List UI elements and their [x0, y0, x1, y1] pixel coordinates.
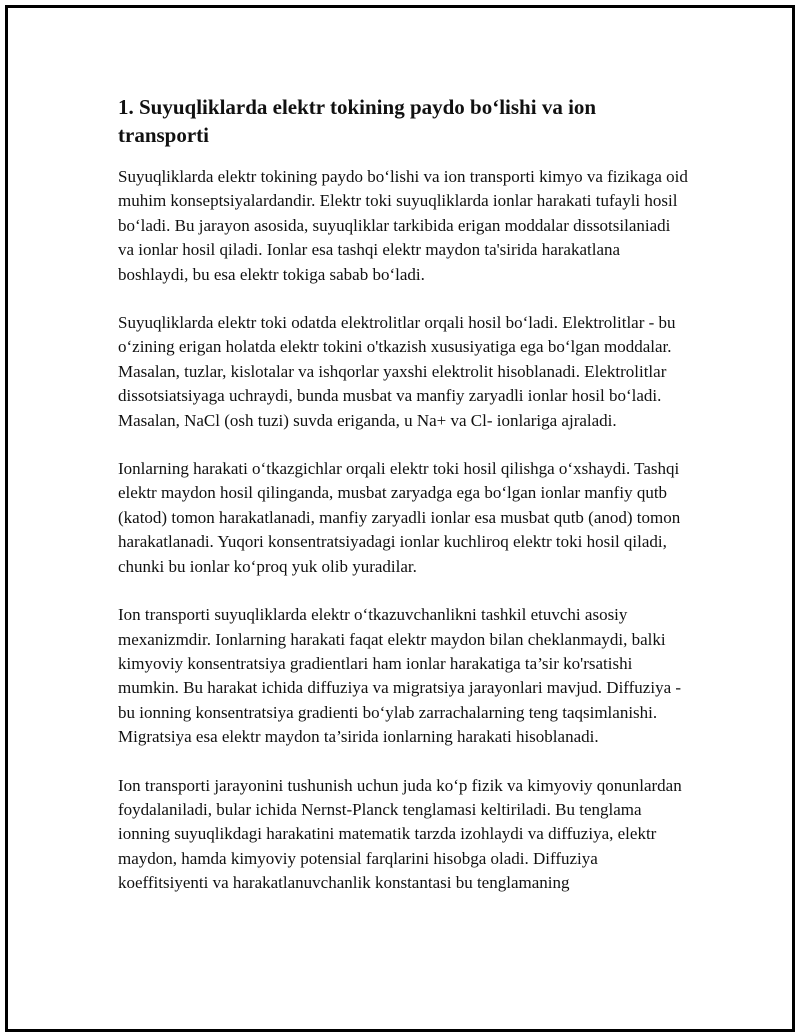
paragraph-5: Ion transporti jarayonini tushunish uchun juda ko‘p fizik va kimyoviy qonunlardan foydalaniladi, bular ichida Nernst-Planck tenglamasi keltiriladi. Bu tenglama ionning suyuqlikdagi harakatini matematik tarzda izohlaydi va diffuziya, elektr maydon, hamda kimyoviy potensial farqlarini hisobga oladi. Diffuziya koeffitsiyenti va harakatlanuvchanlik konstantasi bu tenglamaning [118, 775, 682, 893]
paragraph-2: Suyuqliklarda elektr toki odatda elektrolitlar orqali hosil bo‘ladi. Elektrolitlar - bu o‘zining erigan holatda elektr tokini o'tkazish xususiyatiga ega bo‘lgan moddalar. Masalan, tuzlar, kislotalar va ishqorlar yaxshi elektrolit hisoblanadi. Elektrolitlar dissotsiatsiyaga uchraydi, bunda musbat va manfiy zaryadli ionlar hosil bo‘ladi. Masalan, NaCl (osh tuzi) suvda eriganda, u Na+ va Cl- ionlariga ajraladi. [118, 313, 676, 430]
paragraph-4: Ion transporti suyuqliklarda elektr o‘tkazuvchanlikni tashkil etuvchi asosiy mexanizmdir. Ionlarning harakati faqat elektr maydon bilan cheklanmaydi, balki kimyoviy konsentratsiya gradientlari ham ionlar harakatiga ta’sir ko'rsatishi mumkin. Bu harakat ichida diffuziya va migratsiya jarayonlari mavjud. Diffuziya - bu ionning konsentratsiya gradienti bo‘ylab zarrachalarning teng taqsimlanishi. Migratsiya esa elektr maydon ta’sirida ionlarning harakati hisoblanadi. [118, 605, 682, 747]
paragraph-1: Suyuqliklarda elektr tokining paydo bo‘lishi va ion transporti kimyo va fizikaga oid muhim konseptsiyalardandir. Elektr toki suyuqliklarda ionlar harakati tufayli hosil bo‘ladi. Bu jarayon asosida, suyuqliklar tarkibida erigan moddalar dissotsilaniadi va ionlar hosil qiladi. Ionlar esa tashqi elektr maydon ta'sirida harakatlana boshlaydi, bu esa elektr tokiga sabab bo‘ladi. [118, 167, 688, 284]
document-body [118, 93, 690, 920]
paragraph-3: Ionlarning harakati o‘tkazgichlar orqali elektr toki hosil qilishga o‘xshaydi. Tashqi elektr maydon hosil qilinganda, musbat zaryadga ega bo‘lgan ionlar manfiy qutb (katod) tomon harakatlanadi, manfiy zaryadli ionlar esa musbat qutb (anod) tomon harakatlanadi. Yuqori konsentratsiyadagi ionlar kuchliroq elektr toki hosil qiladi, chunki bu ionlar ko‘proq yuk olib yuradilar. [118, 459, 681, 576]
section-title: 1. Suyuqliklarda elektr tokining paydo bo‘lishi va ion transporti [118, 95, 597, 147]
